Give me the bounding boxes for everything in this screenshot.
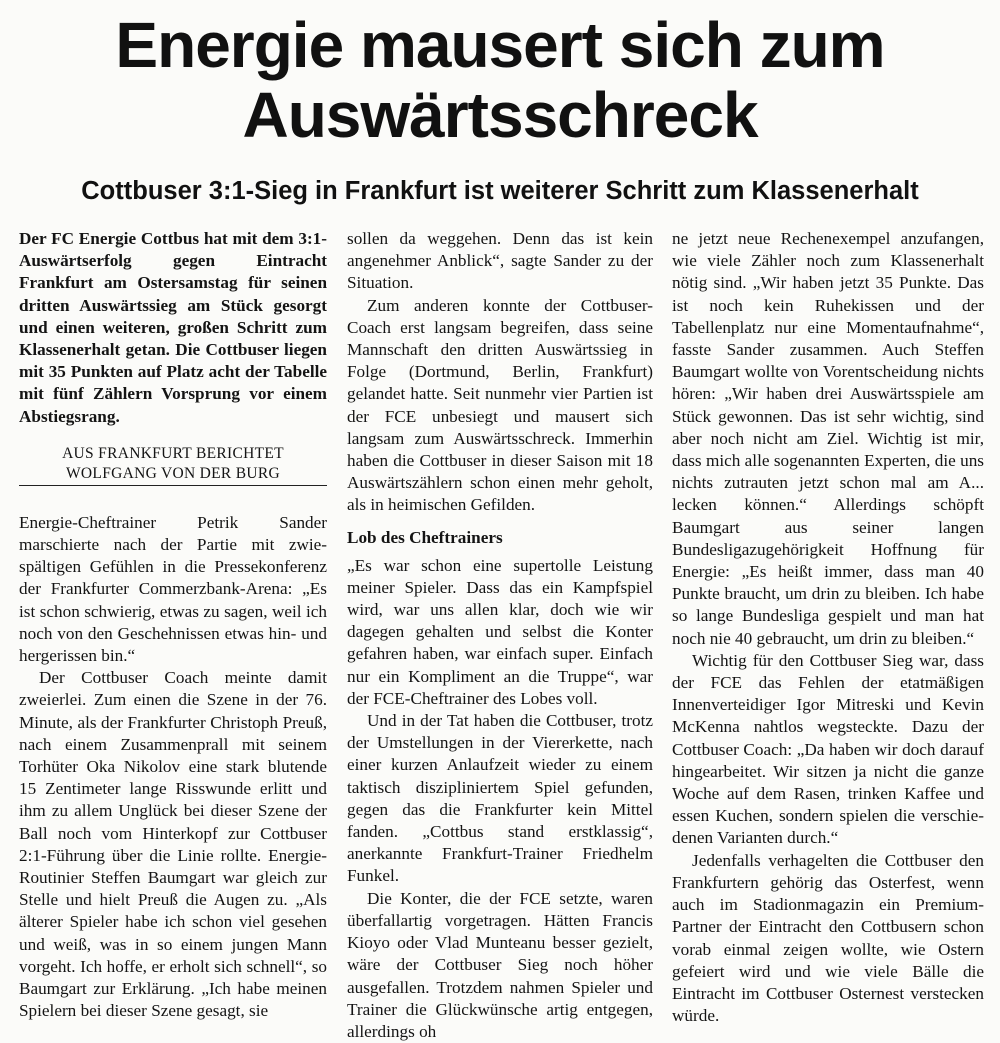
subheadline: Cottbuser 3:1-Sieg in Frankfurt ist weiterer Schritt zum Klassenerhalt bbox=[81, 177, 919, 205]
byline-line-1: AUS FRANKFURT BERICHTET bbox=[62, 444, 284, 462]
headline bbox=[0, 10, 1000, 150]
headline-line-1: Energie mausert sich zum bbox=[115, 9, 885, 81]
column-2 bbox=[347, 228, 653, 1043]
paragraph-6: Die Konter, die der FCE setzte, waren überfallartig vorgetragen. Hätten Francis Kioyo oder Vlad Munteanu besser gezielt, wäre der Cottbuser Sieg noch höher ausgefallen. Trotzdem nahmen Spieler und Trainer die Glückwünsche artig entgegen, allerdings oh bbox=[347, 888, 653, 1041]
column-1 bbox=[19, 228, 327, 1023]
intro-paragraph: Der FC Energie Cottbus hat mit dem 3:1-Auswärtserfolg gegen Eintracht Frankfurt am Ostersamstag für seinen dritten Auswärtssieg am Stück gesorgt und einen weiteren, großen Schritt zum Klassenerhalt getan. Die Cottbuser liegen mit 35 Punkten auf Platz acht der Tabelle mit fünf Zählern Vorsprung vor einem Abstiegsrang. bbox=[19, 229, 327, 426]
column-3 bbox=[672, 228, 984, 1027]
paragraph-3: Zum anderen konnte der Cottbuser-Coach erst langsam begreifen, dass seine Mannschaft den dritten Auswärtssieg in Folge (Dortmund, Berlin, Frankfurt) gelandet hatte. Seit nunmehr vier Partien ist der FCE unbesiegt und mausert sich langsam zum Auswärtsschreck. Immerhin haben die Cottbuser in dieser Saison mit 18 Auswärtszählern schon einen mehr geholt, als in heimischen Gefilden. bbox=[347, 295, 653, 515]
byline bbox=[19, 444, 327, 486]
paragraph-2-continued: sollen da weggehen. Denn das ist kein angenehmer Anblick“, sagte Sander zu der Situation. bbox=[347, 229, 653, 293]
headline-line-2: Auswärtsschreck bbox=[242, 79, 758, 151]
section-heading: Lob des Cheftrainers bbox=[347, 527, 503, 547]
paragraph-4: „Es war schon eine supertolle Leistung meiner Spieler. Dass das ein Kampfspiel wird, war uns allen klar, doch wie wir dagegen gehalten und selbst die Konter gefahren haben, war einfach super. Einfach nur ein Kompliment an die Truppe“, war der FCE-Cheftrainer des Lobes voll. bbox=[347, 555, 653, 708]
paragraph-8: Jedenfalls verhagelten die Cottbuser den Frankfurtern gehörig das Osterfest, wenn auch im Stadionmagazin ein Premium-Partner der Eintracht den Cottbusern schon vorab einmal zeigen wollte, wie Ostern gefeiert wird und wie viele Bälle die Eintracht im Cottbuser Osternest verstecken würde. bbox=[672, 850, 984, 1026]
paragraph-2: Der Cottbuser Coach meinte damit zweierlei. Zum einen die Szene in der 76. Minute, als der Frankfurter Christoph Preuß, nach einem Zusammenprall mit seinem Torhüter Oka Nikolov eine stark blutende 15 Zentimeter lange Risswunde erlitt und ihm zu allem Unglück bei dieser Szene der Ball noch vom Hinterkopf zur Cottbuser 2:1-Führung über die Linie rollte. Energie-Routinier Steffen Baumgart war gleich zur Stelle und hielt Preuß die Augen zu. „Als älterer Spieler habe ich schon viel gesehen und weiß, was in so einem jungen Mann vorgeht. Ich hoffe, er erholt sich schnell“, so Baumgart zur Erklärung. „Ich habe meinen Spielern bei dieser Szene gesagt, sie bbox=[19, 668, 327, 1021]
paragraph-5: Und in der Tat haben die Cottbuser, trotz der Umstellungen in der Viererkette, nach einer kurzen Anlaufzeit wieder zu einem taktisch diszipliniertem Spiel gefunden, gegen das die Frankfurter kein Mittel fanden. „Cottbus stand erstklassig“, anerkannte Frankfurt-Trainer Friedhelm Funkel. bbox=[347, 711, 653, 886]
paragraph-6-continued: ne jetzt neue Rechenexempel anzufangen, wie viele Zähler noch zum Klassenerhalt nötig sind. „Wir haben jetzt 35 Punkte. Das ist noch kein Ruhekissen und der Tabellenplatz nur eine Momentaufnahme“, fasste Sander zusammen. Auch Steffen Baumgart wollte von Vorentscheidung nichts hören: „Wir haben drei Auswärtsspiele am Stück gewonnen. Das ist sehr wichtig, sind aber noch nicht am Ziel. Wichtig ist mir, dass mich alle sogenannten Experten, die uns nichts zutrauten jetzt schon mal am A... lecken können.“ Allerdings schöpft Baumgart aus seiner langen Bundesligazugehörigkeit Hoffnung für Energie: „Es heißt immer, dass man 40 Punkte braucht, um drin zu bleiben. Ich habe so lange Bundesliga gespielt und man hat noch nie 40 gebraucht, um drin zu bleiben.“ bbox=[672, 229, 984, 648]
paragraph-1: Energie-Cheftrainer Petrik Sander marschierte nach der Partie mit zwiespältigen Gefühlen in die Pressekonferenz der Frankfurter Commerzbank-Arena: „Es ist schon schwierig, etwas zu sagen, weil ich noch von den Geschehnissen etwas hin- und hergerissen bin.“ bbox=[19, 512, 327, 666]
paragraph-7: Wichtig für den Cottbuser Sieg war, dass der FCE das Fehlen der etatmäßigen Innenverteidiger Igor Mitreski und Kevin McKenna nahtlos wegsteckte. Dazu der Cottbuser Coach: „Da haben wir doch darauf hingearbeitet. Wir sitzen ja nicht die ganze Woche auf dem Rasen, trinken Kaffee und essen Kuchen, sondern spielen die verschiedenen Varianten durch.“ bbox=[672, 650, 984, 848]
byline-line-2: WOLFGANG VON DER BURG bbox=[19, 464, 327, 486]
